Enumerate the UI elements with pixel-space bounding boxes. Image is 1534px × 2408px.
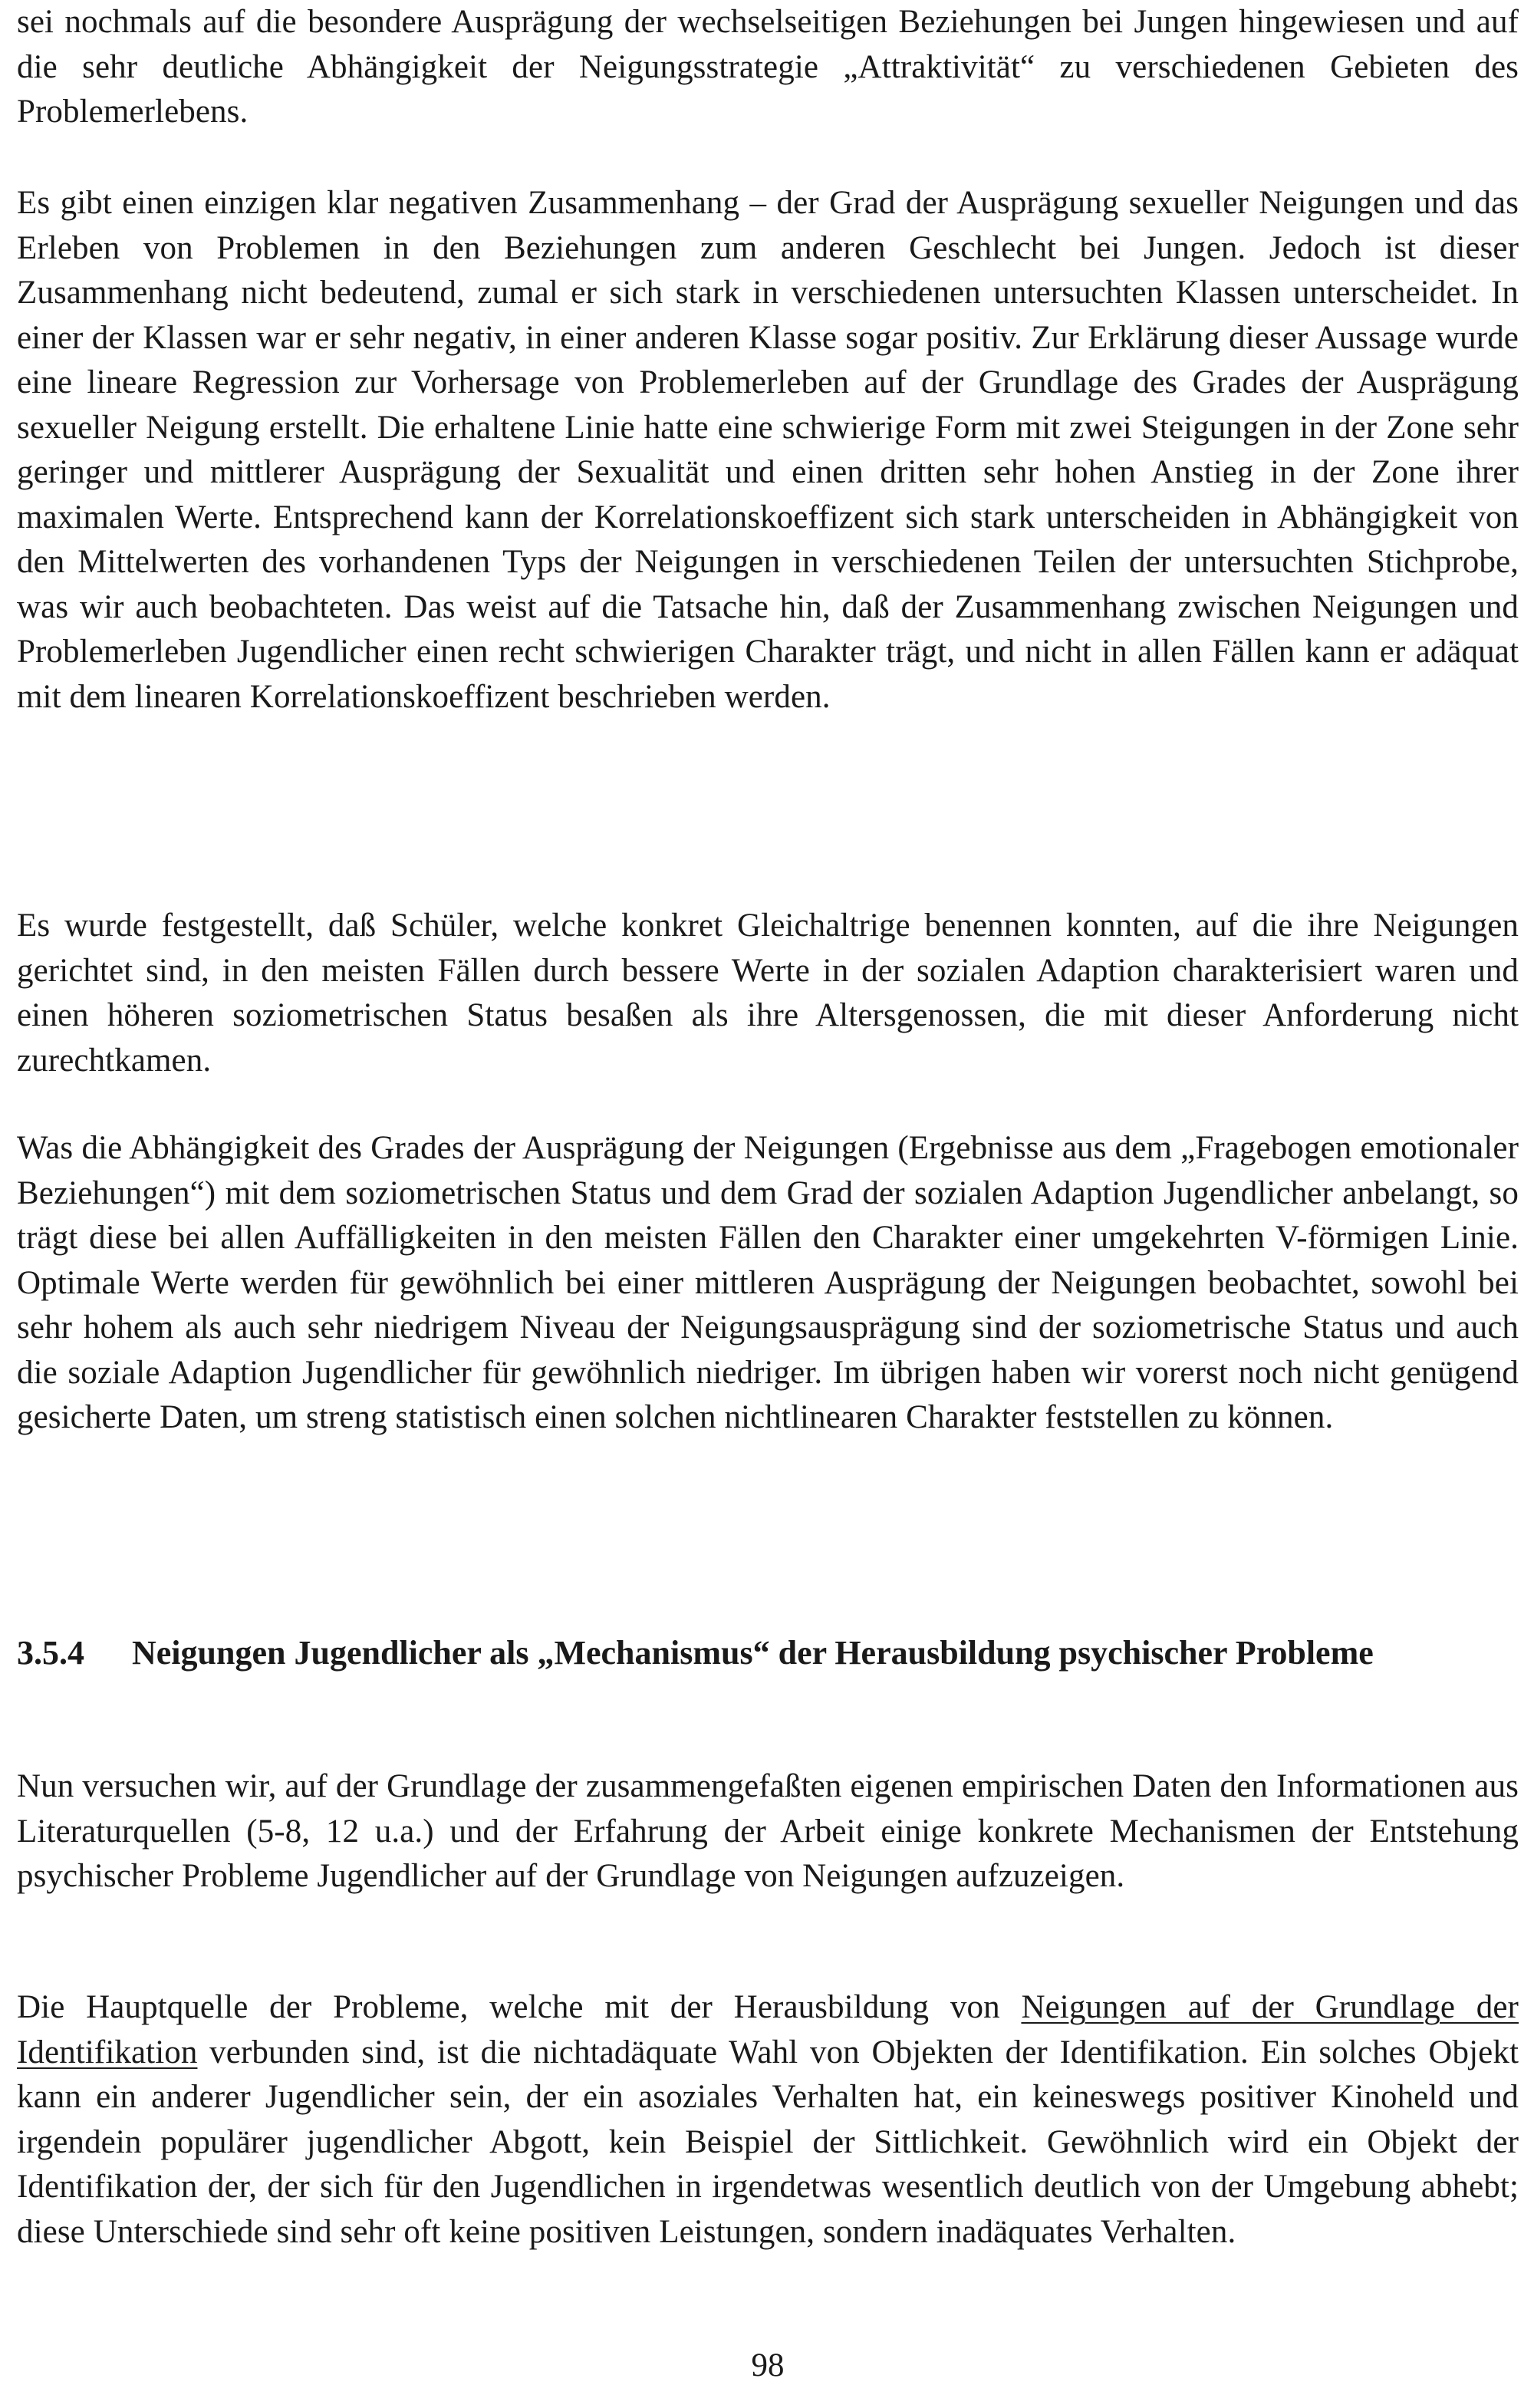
paragraph-5: Nun versuchen wir, auf der Grundlage der zusammengefaßten eigenen empirischen Daten den Informationen aus Literaturquellen (5-8, 12 u.a.) und der Erfahrung der Arbeit einige konkrete Mechanismen der Entstehung psychischer Probleme Jugendlicher auf der Grundlage von Neigungen aufzuzeigen. [17,1768,1519,1894]
page-number: 98 [751,2347,785,2383]
paragraph-4: Was die Abhängigkeit des Grades der Ausprägung der Neigungen (Ergebnisse aus dem „Fragebogen emotionaler Beziehungen“) mit dem soziometrischen Status und dem Grad der sozialen Adaption Jugendlicher anbelangt, so trägt diese bei allen Auffälligkeiten in den meisten Fällen den Charakter einer umgekehrten V-förmigen Linie. Optimale Werte werden für gewöhnlich bei einer mittleren Ausprägung der Neigungen beobachtet, sowohl bei sehr hohem als auch sehr niedrigem Niveau der Neigungsausprägung sind der soziometrische Status und auch die soziale Adaption Jugendlicher für gewöhnlich niedriger. Im übrigen haben wir vorerst noch nicht genügend gesicherte Daten, um streng statistisch einen solchen nichtlinearen Charakter feststellen zu können. [17,1130,1519,1435]
paragraph-1: sei nochmals auf die besondere Ausprägung der wechselseitigen Beziehungen bei Jungen hingewiesen und auf die sehr deutliche Abhängigkeit der Neigungsstrategie „Attraktivität“ zu verschiedenen Gebieten des Problemerlebens. [17,4,1519,130]
paragraph-6-text-end: verbunden sind, ist die nichtadäquate Wahl von Objekten der Identifikation. Ein solches Objekt kann ein anderer Jugendlicher sein, der ein asoziales Verhalten hat, ein keineswegs positiver Kinoheld und irgendein populärer jugendlicher Abgott, kein Beispiel der Sittlichkeit. Gewöhnlich wird ein Objekt der Identifikation der, der sich für den Jugendlichen in irgendetwas wesentlich deutlich von der Umgebung abhebt; diese Unterschiede sind sehr oft keine positiven Leistungen, sondern inadäquates Verhalten. [17,2034,1519,2250]
paragraph-6 [17,1985,1519,2255]
section-heading [17,1631,1519,1675]
paragraph-2: Es gibt einen einzigen klar negativen Zusammenhang – der Grad der Ausprägung sexueller Neigungen und das Erleben von Problemen in den Beziehungen zum anderen Geschlecht bei Jungen. Jedoch ist dieser Zusammenhang nicht bedeutend, zumal er sich stark in verschiedenen untersuchten Klassen unterscheidet. In einer der Klassen war er sehr negativ, in einer anderen Klasse sogar positiv. Zur Erklärung dieser Aussage wurde eine lineare Regression zur Vorhersage von Problemerleben auf der Grundlage des Grades der Ausprägung sexueller Neigung erstellt. Die erhaltene Linie hatte eine schwierige Form mit zwei Steigungen in der Zone sehr geringer und mittlerer Ausprägung der Sexualität und einen dritten sehr hohen Anstieg in der Zone ihrer maximalen Werte. Entsprechend kann der Korrelationskoeffizent sich stark unterscheiden in Abhängigkeit von den Mittelwerten des vorhandenen Typs der Neigungen in verschiedenen Teilen der untersuchten Stichprobe, was wir auch beobachteten. Das weist auf die Tatsache hin, daß der Zusammenhang zwischen Neigungen und Problemerleben Jugendlicher einen recht schwierigen Charakter trägt, und nicht in allen Fällen kann er adäquat mit dem linearen Korrelationskoeffizent beschrieben werden. [17,185,1519,715]
paragraph-6-text-start: Die Hauptquelle der Probleme, welche mit der Herausbildung von [17,1989,1022,2025]
section-number: 3.5.4 [17,1634,84,1672]
paragraph-3: Es wurde festgestellt, daß Schüler, welche konkret Gleichaltrige benennen konnten, auf die ihre Neigungen gerichtet sind, in den meisten Fällen durch bessere Werte in der sozialen Adaption charakterisiert waren und einen höheren soziometrischen Status besaßen als ihre Altersgenossen, die mit dieser Anforderung nicht zurechtkamen. [17,908,1519,1079]
section-title: Neigungen Jugendlicher als „Mechanismus“ der Herausbildung psychischer Probleme [132,1634,1374,1672]
paragraph-6-underlined-phrase: Neigungen auf der Grundlage der Identifikation [17,1989,1519,2070]
document-page [17,0,1519,2408]
